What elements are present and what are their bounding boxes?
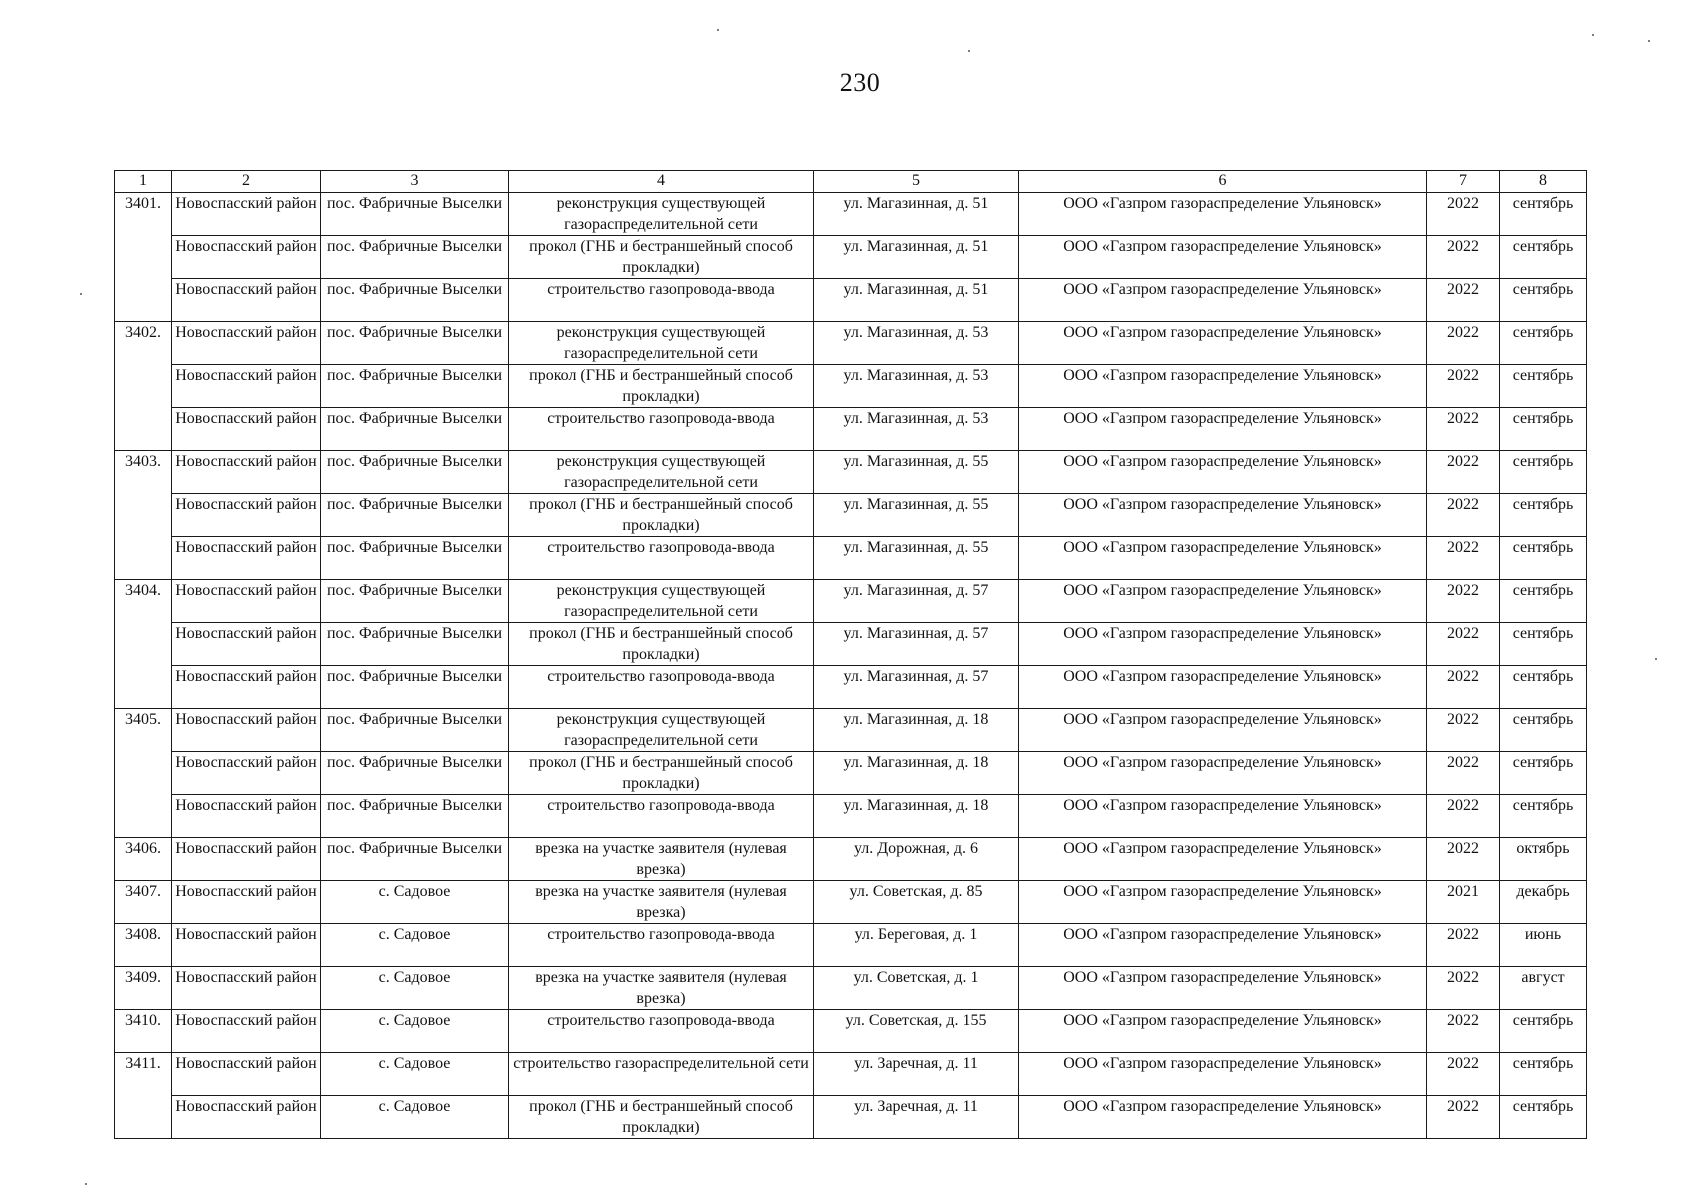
year-cell: 2022 — [1427, 451, 1500, 494]
settlement-cell: пос. Фабричные Выселки — [321, 537, 509, 580]
settlement-cell: с. Садовое — [321, 924, 509, 967]
address-cell: ул. Магазинная, д. 55 — [814, 451, 1019, 494]
work-type-cell: прокол (ГНБ и бестраншейный способ прокладки) — [509, 494, 814, 537]
column-header: 1 — [115, 171, 172, 193]
row-number — [115, 1096, 172, 1139]
row-number — [115, 623, 172, 666]
organization-cell: ООО «Газпром газораспределение Ульяновск» — [1019, 881, 1427, 924]
organization-cell: ООО «Газпром газораспределение Ульяновск» — [1019, 537, 1427, 580]
month-cell: сентябрь — [1500, 322, 1587, 365]
row-number — [115, 408, 172, 451]
organization-cell: ООО «Газпром газораспределение Ульяновск» — [1019, 236, 1427, 279]
organization-cell: ООО «Газпром газораспределение Ульяновск» — [1019, 322, 1427, 365]
work-type-cell: реконструкция существующей газораспределительной сети — [509, 451, 814, 494]
year-cell: 2022 — [1427, 1010, 1500, 1053]
district-cell: Новоспасский район — [172, 967, 321, 1010]
row-number — [115, 795, 172, 838]
work-type-cell: строительство газопровода-ввода — [509, 537, 814, 580]
table-row — [115, 279, 1587, 322]
row-number: 3401. — [115, 193, 172, 236]
settlement-cell: пос. Фабричные Выселки — [321, 752, 509, 795]
work-type-cell: строительство газопровода-ввода — [509, 279, 814, 322]
table-row — [115, 623, 1587, 666]
address-cell: ул. Заречная, д. 11 — [814, 1096, 1019, 1139]
month-cell: сентябрь — [1500, 580, 1587, 623]
organization-cell: ООО «Газпром газораспределение Ульяновск» — [1019, 451, 1427, 494]
month-cell: сентябрь — [1500, 1010, 1587, 1053]
address-cell: ул. Магазинная, д. 51 — [814, 193, 1019, 236]
year-cell: 2022 — [1427, 537, 1500, 580]
table-row — [115, 322, 1587, 365]
work-type-cell: реконструкция существующей газораспределительной сети — [509, 193, 814, 236]
organization-cell: ООО «Газпром газораспределение Ульяновск» — [1019, 193, 1427, 236]
address-cell: ул. Береговая, д. 1 — [814, 924, 1019, 967]
organization-cell: ООО «Газпром газораспределение Ульяновск» — [1019, 1010, 1427, 1053]
district-cell: Новоспасский район — [172, 494, 321, 537]
month-cell: сентябрь — [1500, 1096, 1587, 1139]
year-cell: 2022 — [1427, 924, 1500, 967]
year-cell: 2022 — [1427, 494, 1500, 537]
scan-speck — [1592, 34, 1594, 36]
district-cell: Новоспасский район — [172, 365, 321, 408]
work-type-cell: прокол (ГНБ и бестраншейный способ прокладки) — [509, 1096, 814, 1139]
column-header: 7 — [1427, 171, 1500, 193]
row-number — [115, 537, 172, 580]
row-number: 3405. — [115, 709, 172, 752]
work-type-cell: прокол (ГНБ и бестраншейный способ прокладки) — [509, 365, 814, 408]
settlement-cell: пос. Фабричные Выселки — [321, 623, 509, 666]
district-cell: Новоспасский район — [172, 236, 321, 279]
district-cell: Новоспасский район — [172, 838, 321, 881]
organization-cell: ООО «Газпром газораспределение Ульяновск» — [1019, 752, 1427, 795]
year-cell: 2022 — [1427, 279, 1500, 322]
row-number — [115, 365, 172, 408]
organization-cell: ООО «Газпром газораспределение Ульяновск» — [1019, 580, 1427, 623]
settlement-cell: пос. Фабричные Выселки — [321, 408, 509, 451]
work-type-cell: строительство газопровода-ввода — [509, 666, 814, 709]
year-cell: 2022 — [1427, 580, 1500, 623]
work-type-cell: врезка на участке заявителя (нулевая врезка) — [509, 967, 814, 1010]
organization-cell: ООО «Газпром газораспределение Ульяновск» — [1019, 666, 1427, 709]
settlement-cell: пос. Фабричные Выселки — [321, 494, 509, 537]
district-cell: Новоспасский район — [172, 881, 321, 924]
table-row — [115, 666, 1587, 709]
work-type-cell: прокол (ГНБ и бестраншейный способ прокладки) — [509, 752, 814, 795]
address-cell: ул. Магазинная, д. 51 — [814, 236, 1019, 279]
district-cell: Новоспасский район — [172, 1053, 321, 1096]
district-cell: Новоспасский район — [172, 279, 321, 322]
district-cell: Новоспасский район — [172, 451, 321, 494]
row-number: 3407. — [115, 881, 172, 924]
district-cell: Новоспасский район — [172, 1096, 321, 1139]
scan-speck — [1648, 40, 1650, 42]
row-number — [115, 752, 172, 795]
settlement-cell: с. Садовое — [321, 1053, 509, 1096]
district-cell: Новоспасский район — [172, 322, 321, 365]
settlement-cell: пос. Фабричные Выселки — [321, 838, 509, 881]
address-cell: ул. Магазинная, д. 53 — [814, 322, 1019, 365]
settlement-cell: пос. Фабричные Выселки — [321, 795, 509, 838]
table-row — [115, 752, 1587, 795]
organization-cell: ООО «Газпром газораспределение Ульяновск» — [1019, 494, 1427, 537]
table-row — [115, 494, 1587, 537]
scan-speck — [968, 50, 970, 52]
row-number: 3411. — [115, 1053, 172, 1096]
scan-speck — [85, 1183, 87, 1185]
table-row — [115, 193, 1587, 236]
address-cell: ул. Советская, д. 85 — [814, 881, 1019, 924]
address-cell: ул. Магазинная, д. 57 — [814, 666, 1019, 709]
row-number — [115, 279, 172, 322]
organization-cell: ООО «Газпром газораспределение Ульяновск» — [1019, 365, 1427, 408]
table-row — [115, 709, 1587, 752]
organization-cell: ООО «Газпром газораспределение Ульяновск» — [1019, 838, 1427, 881]
month-cell: сентябрь — [1500, 709, 1587, 752]
address-cell: ул. Магазинная, д. 18 — [814, 709, 1019, 752]
organization-cell: ООО «Газпром газораспределение Ульяновск» — [1019, 623, 1427, 666]
settlement-cell: с. Садовое — [321, 1096, 509, 1139]
table-row — [115, 236, 1587, 279]
work-type-cell: врезка на участке заявителя (нулевая врезка) — [509, 838, 814, 881]
row-number: 3410. — [115, 1010, 172, 1053]
work-type-cell: строительство газопровода-ввода — [509, 408, 814, 451]
table-body — [115, 193, 1587, 1139]
month-cell: август — [1500, 967, 1587, 1010]
address-cell: ул. Советская, д. 1 — [814, 967, 1019, 1010]
scan-speck — [717, 29, 719, 31]
table-row — [115, 967, 1587, 1010]
district-cell: Новоспасский район — [172, 709, 321, 752]
address-cell: ул. Советская, д. 155 — [814, 1010, 1019, 1053]
settlement-cell: с. Садовое — [321, 881, 509, 924]
month-cell: сентябрь — [1500, 408, 1587, 451]
table-row — [115, 1010, 1587, 1053]
address-cell: ул. Магазинная, д. 57 — [814, 623, 1019, 666]
settlement-cell: с. Садовое — [321, 967, 509, 1010]
table-row — [115, 537, 1587, 580]
district-cell: Новоспасский район — [172, 408, 321, 451]
address-cell: ул. Магазинная, д. 55 — [814, 537, 1019, 580]
settlement-cell: пос. Фабричные Выселки — [321, 236, 509, 279]
work-type-cell: строительство газопровода-ввода — [509, 924, 814, 967]
work-type-cell: строительство газопровода-ввода — [509, 795, 814, 838]
year-cell: 2022 — [1427, 967, 1500, 1010]
organization-cell: ООО «Газпром газораспределение Ульяновск» — [1019, 967, 1427, 1010]
district-cell: Новоспасский район — [172, 666, 321, 709]
district-cell: Новоспасский район — [172, 193, 321, 236]
year-cell: 2022 — [1427, 666, 1500, 709]
table-row — [115, 838, 1587, 881]
year-cell: 2021 — [1427, 881, 1500, 924]
column-header: 8 — [1500, 171, 1587, 193]
district-cell: Новоспасский район — [172, 752, 321, 795]
month-cell: сентябрь — [1500, 279, 1587, 322]
district-cell: Новоспасский район — [172, 924, 321, 967]
scan-speck — [80, 293, 82, 295]
table-row — [115, 924, 1587, 967]
organization-cell: ООО «Газпром газораспределение Ульяновск» — [1019, 1096, 1427, 1139]
work-type-cell: реконструкция существующей газораспределительной сети — [509, 322, 814, 365]
work-type-cell: прокол (ГНБ и бестраншейный способ прокладки) — [509, 623, 814, 666]
data-table — [114, 170, 1587, 1139]
table-row — [115, 451, 1587, 494]
settlement-cell: пос. Фабричные Выселки — [321, 451, 509, 494]
header-row — [115, 171, 1587, 193]
district-cell: Новоспасский район — [172, 580, 321, 623]
work-type-cell: врезка на участке заявителя (нулевая врезка) — [509, 881, 814, 924]
work-type-cell: реконструкция существующей газораспределительной сети — [509, 709, 814, 752]
column-header: 3 — [321, 171, 509, 193]
year-cell: 2022 — [1427, 1053, 1500, 1096]
month-cell: сентябрь — [1500, 752, 1587, 795]
row-number: 3408. — [115, 924, 172, 967]
table-row — [115, 365, 1587, 408]
organization-cell: ООО «Газпром газораспределение Ульяновск» — [1019, 709, 1427, 752]
column-header: 4 — [509, 171, 814, 193]
address-cell: ул. Дорожная, д. 6 — [814, 838, 1019, 881]
table-row — [115, 1096, 1587, 1139]
address-cell: ул. Заречная, д. 11 — [814, 1053, 1019, 1096]
year-cell: 2022 — [1427, 752, 1500, 795]
table-row — [115, 795, 1587, 838]
row-number: 3402. — [115, 322, 172, 365]
address-cell: ул. Магазинная, д. 57 — [814, 580, 1019, 623]
month-cell: декабрь — [1500, 881, 1587, 924]
year-cell: 2022 — [1427, 408, 1500, 451]
address-cell: ул. Магазинная, д. 53 — [814, 408, 1019, 451]
year-cell: 2022 — [1427, 623, 1500, 666]
district-cell: Новоспасский район — [172, 537, 321, 580]
work-type-cell: строительство газораспределительной сети — [509, 1053, 814, 1096]
month-cell: октябрь — [1500, 838, 1587, 881]
row-number: 3403. — [115, 451, 172, 494]
month-cell: сентябрь — [1500, 666, 1587, 709]
month-cell: июнь — [1500, 924, 1587, 967]
row-number: 3404. — [115, 580, 172, 623]
district-cell: Новоспасский район — [172, 623, 321, 666]
month-cell: сентябрь — [1500, 494, 1587, 537]
row-number: 3406. — [115, 838, 172, 881]
organization-cell: ООО «Газпром газораспределение Ульяновск» — [1019, 279, 1427, 322]
row-number — [115, 666, 172, 709]
settlement-cell: пос. Фабричные Выселки — [321, 365, 509, 408]
address-cell: ул. Магазинная, д. 18 — [814, 752, 1019, 795]
work-type-cell: реконструкция существующей газораспределительной сети — [509, 580, 814, 623]
work-type-cell: строительство газопровода-ввода — [509, 1010, 814, 1053]
year-cell: 2022 — [1427, 193, 1500, 236]
year-cell: 2022 — [1427, 322, 1500, 365]
table-row — [115, 881, 1587, 924]
district-cell: Новоспасский район — [172, 795, 321, 838]
address-cell: ул. Магазинная, д. 18 — [814, 795, 1019, 838]
address-cell: ул. Магазинная, д. 55 — [814, 494, 1019, 537]
month-cell: сентябрь — [1500, 236, 1587, 279]
year-cell: 2022 — [1427, 838, 1500, 881]
column-header: 5 — [814, 171, 1019, 193]
month-cell: сентябрь — [1500, 623, 1587, 666]
month-cell: сентябрь — [1500, 193, 1587, 236]
settlement-cell: с. Садовое — [321, 1010, 509, 1053]
settlement-cell: пос. Фабричные Выселки — [321, 580, 509, 623]
month-cell: сентябрь — [1500, 1053, 1587, 1096]
year-cell: 2022 — [1427, 236, 1500, 279]
scan-speck — [1655, 658, 1657, 660]
table-row — [115, 1053, 1587, 1096]
table-row — [115, 580, 1587, 623]
table-row — [115, 408, 1587, 451]
month-cell: сентябрь — [1500, 795, 1587, 838]
district-cell: Новоспасский район — [172, 1010, 321, 1053]
month-cell: сентябрь — [1500, 365, 1587, 408]
column-header: 6 — [1019, 171, 1427, 193]
settlement-cell: пос. Фабричные Выселки — [321, 279, 509, 322]
row-number — [115, 236, 172, 279]
organization-cell: ООО «Газпром газораспределение Ульяновск» — [1019, 408, 1427, 451]
settlement-cell: пос. Фабричные Выселки — [321, 193, 509, 236]
organization-cell: ООО «Газпром газораспределение Ульяновск» — [1019, 795, 1427, 838]
column-header: 2 — [172, 171, 321, 193]
row-number: 3409. — [115, 967, 172, 1010]
year-cell: 2022 — [1427, 365, 1500, 408]
work-type-cell: прокол (ГНБ и бестраншейный способ прокладки) — [509, 236, 814, 279]
year-cell: 2022 — [1427, 709, 1500, 752]
row-number — [115, 494, 172, 537]
year-cell: 2022 — [1427, 795, 1500, 838]
address-cell: ул. Магазинная, д. 53 — [814, 365, 1019, 408]
organization-cell: ООО «Газпром газораспределение Ульяновск» — [1019, 924, 1427, 967]
organization-cell: ООО «Газпром газораспределение Ульяновск» — [1019, 1053, 1427, 1096]
page-number: 230 — [839, 68, 881, 97]
address-cell: ул. Магазинная, д. 51 — [814, 279, 1019, 322]
settlement-cell: пос. Фабричные Выселки — [321, 322, 509, 365]
month-cell: сентябрь — [1500, 451, 1587, 494]
year-cell: 2022 — [1427, 1096, 1500, 1139]
month-cell: сентябрь — [1500, 537, 1587, 580]
settlement-cell: пос. Фабричные Выселки — [321, 666, 509, 709]
settlement-cell: пос. Фабричные Выселки — [321, 709, 509, 752]
